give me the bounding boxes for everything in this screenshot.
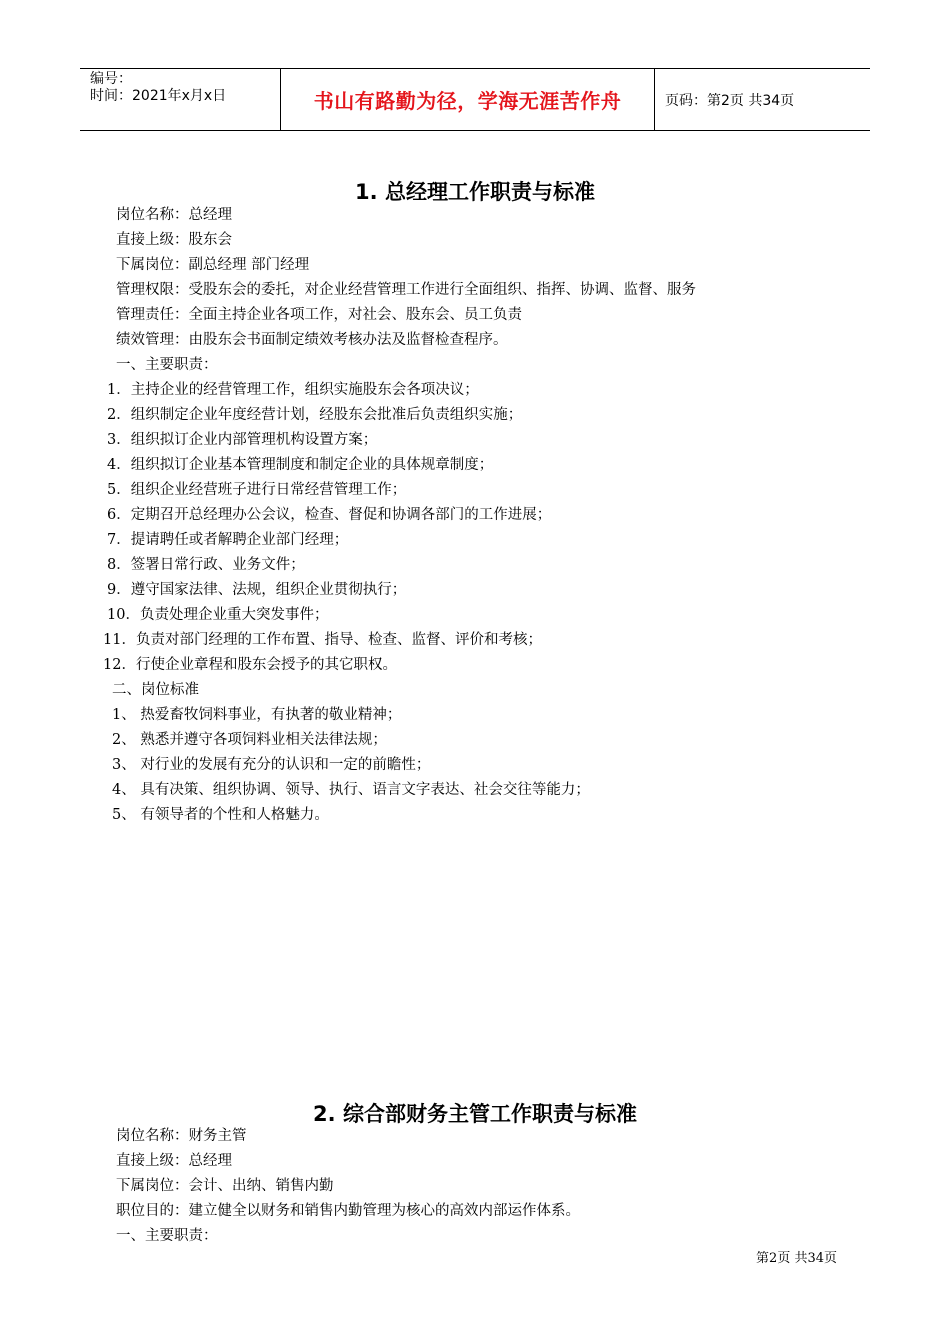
list-item: 2、 熟悉并遵守各项饲料业相关法律法规；	[112, 732, 387, 748]
supervisor-line: 直接上级：总经理	[116, 1153, 232, 1169]
list-item: 5．组织企业经营班子进行日常经营管理工作；	[107, 482, 407, 498]
list-item: 10．负责处理企业重大突发事件；	[107, 607, 329, 623]
list-item: 5、 有领导者的个性和人格魅力。	[112, 807, 329, 823]
header-page-number: 页码：第2页 共34页	[665, 92, 795, 109]
supervisor-line: 直接上级：股东会	[116, 232, 232, 248]
list-item: 11．负责对部门经理的工作布置、指导、检查、监督、评价和考核；	[103, 632, 542, 648]
job-title-line: 岗位名称：总经理	[116, 207, 232, 223]
authority-line: 管理权限：受股东会的委托，对企业经营管理工作进行全面组织、指挥、协调、监督、服务	[116, 282, 696, 298]
document-date: 时间：2021年x月x日	[90, 88, 227, 104]
responsibility-line: 管理责任：全面主持企业各项工作，对社会、股东会、员工负责	[116, 307, 522, 323]
list-item: 4．组织拟订企业基本管理制度和制定企业的具体规章制度；	[107, 457, 494, 473]
list-item: 6．定期召开总经理办公会议，检查、督促和协调各部门的工作进展；	[107, 507, 552, 523]
list-item: 7．提请聘任或者解聘企业部门经理；	[107, 532, 349, 548]
section-2-title: 2. 综合部财务主管工作职责与标准	[313, 1102, 637, 1126]
page-footer: 第2页 共34页	[756, 1251, 837, 1266]
list-item: 8．签署日常行政、业务文件；	[107, 557, 305, 573]
header-meta	[80, 69, 281, 130]
list-item: 2．组织制定企业年度经营计划，经股东会批准后负责组织实施；	[107, 407, 523, 423]
section-1-title: 1. 总经理工作职责与标准	[355, 180, 595, 204]
list-item: 3、 对行业的发展有充分的认识和一定的前瞻性；	[112, 757, 431, 773]
standards-heading: 二、岗位标准	[112, 682, 199, 698]
list-item: 3．组织拟订企业内部管理机构设置方案；	[107, 432, 378, 448]
list-item: 1、 热爱畜牧饲料事业，有执著的敬业精神；	[112, 707, 402, 723]
section-1-info	[116, 203, 696, 378]
list-item: 1．主持企业的经营管理工作，组织实施股东会各项决议；	[107, 382, 479, 398]
list-item: 12．行使企业章程和股东会授予的其它职权。	[103, 657, 397, 673]
page-header	[80, 68, 870, 131]
job-title-line: 岗位名称：财务主管	[116, 1128, 247, 1144]
header-motto: 书山有路勤为径，学海无涯苦作舟	[281, 69, 655, 130]
section-2-info	[116, 1124, 580, 1249]
subordinates-line: 下属岗位：会计、出纳、销售内勤	[116, 1178, 334, 1194]
subordinates-line: 下属岗位：副总经理 部门经理	[116, 257, 310, 273]
document-number-label: 编号：	[90, 71, 132, 87]
duties-heading: 一、主要职责：	[116, 1228, 218, 1244]
performance-line: 绩效管理：由股东会书面制定绩效考核办法及监督检查程序。	[116, 332, 508, 348]
list-item: 9．遵守国家法律、法规，组织企业贯彻执行；	[107, 582, 407, 598]
duties-heading: 一、主要职责：	[116, 357, 218, 373]
standards-list	[112, 703, 590, 828]
list-item: 4、 具有决策、组织协调、领导、执行、语言文字表达、社会交往等能力；	[112, 782, 590, 798]
duties-list	[103, 378, 551, 678]
purpose-line: 职位目的：建立健全以财务和销售内勤管理为核心的高效内部运作体系。	[116, 1203, 580, 1219]
